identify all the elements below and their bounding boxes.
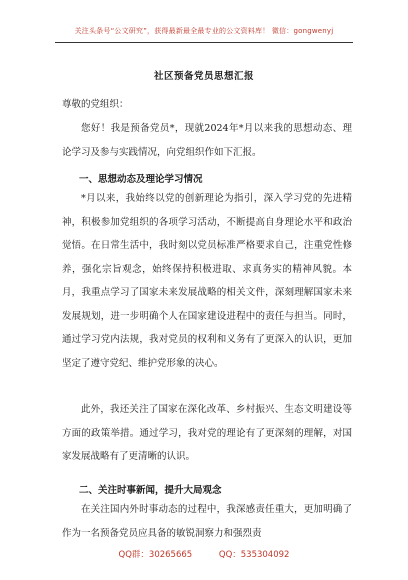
section-2-heading: 二、关注时事新闻，提升大局观念 (79, 485, 222, 496)
section-2-paragraph-1: 在关注国内外时事动态的过程中，我深感责任重大，更加明确了作为一名预备党员应具备的敏锐洞察力和强烈责 (62, 504, 352, 539)
footer-qq: QQ：535304092 (218, 550, 290, 560)
section-1-paragraph-2: 此外，我还关注了国家在深化改革、乡村振兴、生态文明建设等方面的政策举措。通过学习，我对党的理论有了更深刻的理解，对国家发展战略有了更清晰的认识。 (62, 404, 352, 462)
header-divider (55, 42, 353, 43)
section-1-paragraph-1: *月以来，我始终以党的创新理论为指引，深入学习党的先进精神，积极参加党组织的各项学习活动，不断提高自身理论水平和政治觉悟。在日常生活中，我时刻以党员标准严格要求自己，注重党性修养，强化宗旨观念，始终保持积极进取、求真务实的精神风貌。本月，我重点学习了国家未来发展战略的相关文件，深刻理解国家未来发展规划，进一步明确个人在国家建设进程中的责任与担当。同时，通过学习党内法规，我对党员的权利和义务有了更深入的认识，更加坚定了遵守党纪、维护党形象的决心。 (62, 193, 352, 369)
footer-contact (0, 548, 408, 560)
salutation: 尊敬的党组织： (62, 99, 129, 110)
header-banner: 关注头条号“公文研究”，获得最新最全最专业的公文资料库！ 微信：gongwenyj (74, 27, 334, 35)
footer-qq-group: QQ群：30265665 (118, 550, 193, 560)
intro-paragraph: 您好！我是预备党员*，现就2024年*月以来我的思想动态、理论学习及参与实践情况，向党组织作如下汇报。 (62, 123, 352, 158)
document-title: 社区预备党员思想汇报 (153, 71, 254, 82)
section-1-heading: 一、思想动态及理论学习情况 (79, 174, 203, 185)
